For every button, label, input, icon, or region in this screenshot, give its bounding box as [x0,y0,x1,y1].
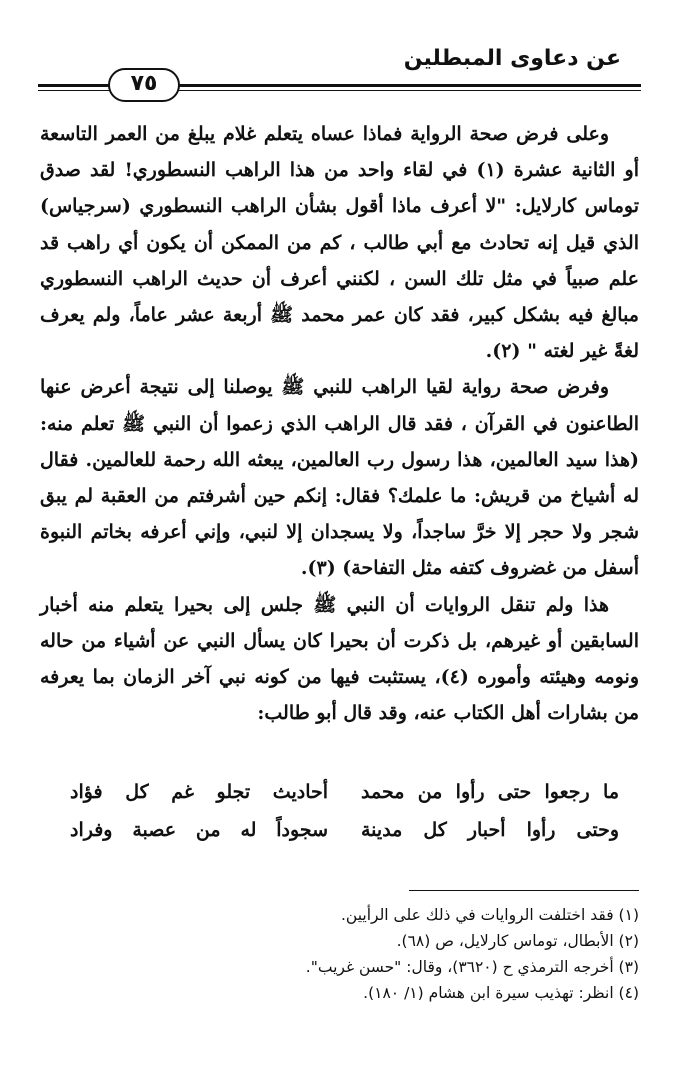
paragraph-text: وعلى فرض صحة الرواية فماذا عساه يتعلم غلام يبلغ من العمر التاسعة أو الثانية عشرة (١) في لقاء واحد من هذا الراهب النسطوري! لقد صدق توماس كارلايل: "لا أعرف ماذا أقول بشأن الراهب النسطوري (سرجياس) الذي قيل إنه تحادث مع أبي طالب ، كم من الممكن أن يكون أي راهب قد علم صبياً في مثل تلك السن ، لكنني أعرف أن حديث الراهب النسطوري مبالغ فيه بشكل كبير، فقد كان عمر محمد ﷺ أربعة عشر عاماً، ولم يعرف لغةً غير لغته " (٢). [40,123,639,363]
poem-verse [70,811,619,849]
poem-verse [70,773,619,811]
footnotes [40,902,639,1006]
footnote-4: (٤) انظر: تهذيب سيرة ابن هشام (١/ ١٨٠). [363,984,639,1002]
running-head: عن دعاوى المبطلين [403,46,621,71]
verse-first-hemistich: وحتى رأوا أحبار كل مدينة [360,819,619,841]
footnote-2: (٢) الأبطال، توماس كارلايل، ص (٦٨). [396,932,639,950]
footnote-1: (١) فقد اختلفت الروايات في ذلك على الرأيين. [341,906,639,924]
verse-first-hemistich: ما رجعوا حتى رأوا من محمد [360,781,619,803]
verse-second-hemistich: سجوداً له من عصبة وفراد [70,819,329,841]
paragraph-text: هذا ولم تنقل الروايات أن النبي ﷺ جلس إلى بحيرا يتعلم منه أخبار السابقين أو غيرهم، بل ذكرت أن بحيرا كان يسأل النبي عن أشياء من حاله ونومه وهيئته وأموره (٤)، يستثبت فيها من كونه نبي آخر الزمان بما يعرفه من بشارات أهل الكتاب عنه، وقد قال أبو طالب: [40,593,639,725]
paragraph-text: وفرض صحة رواية لقيا الراهب للنبي ﷺ يوصلنا إلى نتيجة أعرض عنها الطاعنون في القرآن ، فقد قال الراهب الذي زعموا أن النبي ﷺ تعلم منه: (هذا سيد العالمين، هذا رسول رب العالمين، يبعثه الله رحمة للعالمين. فقال له أشياخ من قريش: ما علمك؟ فقال: إنكم حين أشرفتم من العقبة لم يبق شجر ولا حجر إلا خرَّ ساجداً، ولا يسجدان إلا لنبي، وإني أعرفه بخاتم النبوة أسفل من غضروف كتفه مثل التفاحة) (٣). [40,376,639,580]
poem [70,773,619,849]
paragraph-3 [40,587,639,732]
page-number: ٧٥ [108,68,180,102]
verse-second-hemistich: أحاديث تجلو غم كل فؤاد [70,781,329,803]
paragraph-2 [40,369,639,586]
footnote-3: (٣) أخرجه الترمذي ح (٣٦٢٠)، وقال: "حسن غريب". [305,958,639,976]
paragraph-1 [40,116,639,369]
footnote-separator [409,890,639,891]
main-text [40,116,639,731]
